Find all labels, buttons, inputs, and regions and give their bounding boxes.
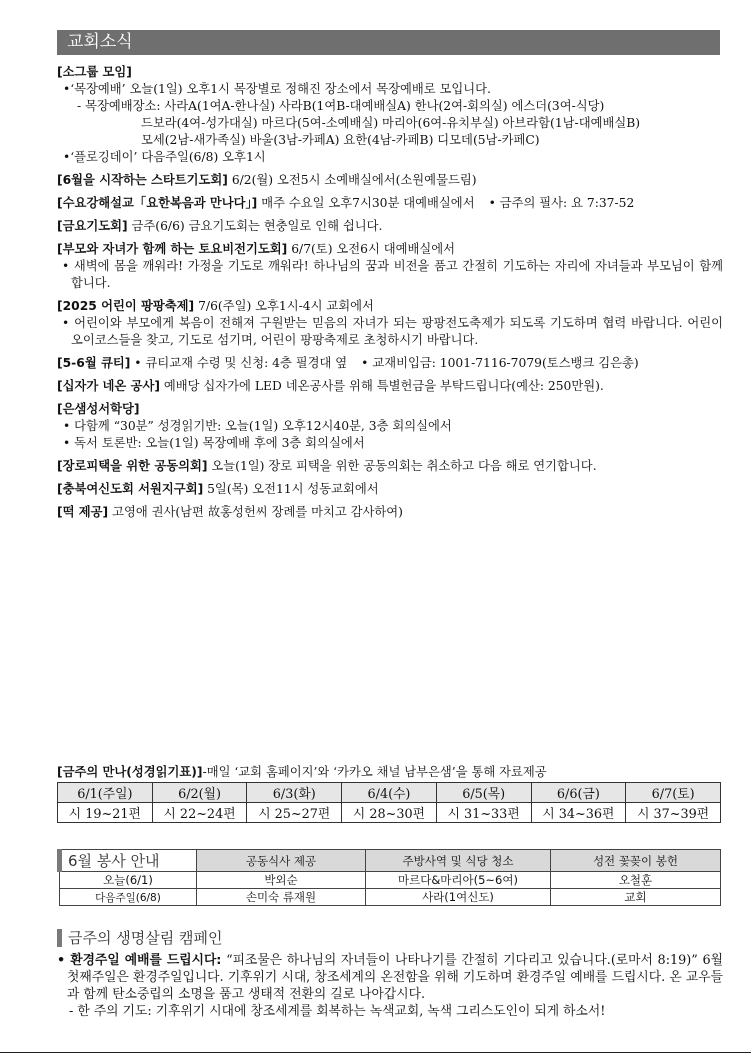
- campaign-section: [57, 929, 723, 1020]
- news-text: 오늘(1일) 장로 피택을 위한 공동의회는 취소하고 다음 해로 연기합니다.: [207, 459, 597, 473]
- reading-day: 6/7(토): [626, 783, 721, 803]
- service-title: 6월 봉사 안내: [60, 850, 197, 872]
- service-header-row: [60, 850, 721, 872]
- news-text: 6/7(토) 오전6시 대예배실에서: [287, 242, 456, 256]
- reading-day: 6/6(금): [531, 783, 626, 803]
- news-line: • 다함께 “30분” 성경읽기반: 오늘(1일) 오후12시40분, 3층 회의실에서: [63, 419, 452, 433]
- news-heading: [2025 어린이 팡팡축제]: [57, 299, 195, 313]
- news-extra: • 금주의 필사: 요 7:37-52: [488, 196, 635, 210]
- news-line: 드보라(4여-성가대실) 마르다(5여-소예배실) 마리아(6여-유치부실) 아브라함(1남-대예배실B): [141, 116, 641, 130]
- service-table: [57, 849, 721, 906]
- reading-table: [57, 782, 721, 823]
- service-cell: 박외순: [197, 872, 366, 889]
- news-friday: [57, 218, 723, 235]
- news-rice-cake: [57, 504, 723, 521]
- news-line: 모세(2남-새가족실) 바울(3남-카페A) 요한(4남-카페B) 디모데(5남-카페C): [141, 133, 540, 147]
- news-saturday: [57, 241, 723, 292]
- reading-chapter: 시 19~21편: [58, 803, 153, 823]
- service-column: 주방사역 및 식당 청소: [366, 850, 551, 872]
- news-text: 5일(목) 오전11시 성동교회에서: [203, 482, 379, 496]
- section-title: 교회소식: [67, 32, 133, 52]
- reading-chapter: 시 22~24편: [152, 803, 247, 823]
- reading-chapter: 시 28~30편: [342, 803, 437, 823]
- campaign-title: 금주의 생명살림 캠페인: [57, 929, 723, 947]
- news-heading: [6월을 시작하는 스타트기도회]: [57, 173, 228, 187]
- news-heading: [충북여신도회 서원지구회]: [57, 482, 204, 496]
- news-kids-festival: [57, 298, 723, 349]
- news-elder-meeting: [57, 458, 723, 475]
- service-cell: 마르다&마리아(5~6여): [366, 872, 551, 889]
- service-row: [60, 872, 721, 889]
- reading-heading: [금주의 만나(성경읽기표)]: [57, 765, 203, 779]
- campaign-heading: • 환경주일 예배를 드립시다:: [57, 953, 222, 968]
- news-heading: [부모와 자녀가 함께 하는 토요비전기도회]: [57, 242, 288, 256]
- news-heading: [떡 제공]: [57, 505, 109, 519]
- news-heading: [금요기도회]: [57, 219, 128, 233]
- reading-day: 6/4(수): [342, 783, 437, 803]
- service-cell: 사라(1여신도): [366, 889, 551, 906]
- news-text: 예배당 십자가에 LED 네온공사를 위해 특별헌금을 부탁드립니다(예산: 250만원).: [159, 379, 604, 393]
- news-text: • 교재비입금: 1001-7116-7079(토스뱅크 김은총): [361, 356, 639, 370]
- news-body: • 새벽에 몸을 깨워라! 가정을 기도로 깨워라! 하나님의 꿈과 비전을 품고 간절히 기도하는 자리에 자녀들과 부모님이 함께 합니다.: [62, 259, 723, 290]
- news-text: 6/2(월) 오전5시 소예배실에서(소원예물드림): [227, 173, 477, 187]
- news-heading: [5-6월 큐티]: [57, 356, 131, 370]
- service-row: [60, 889, 721, 906]
- reading-days-row: [58, 783, 721, 803]
- news-line: •‘플로깅데이’ 다음주일(6/8) 오후1시: [63, 150, 266, 164]
- campaign-prayer: - 한 주의 기도: 기후위기 시대에 창조세계를 회복하는 녹색교회, 녹색 그리스도인이 되게 하소서!: [69, 1004, 606, 1019]
- section-header: [57, 30, 720, 55]
- news-text: 7/6(주일) 오후1시-4시 교회에서: [194, 299, 374, 313]
- reading-day: 6/5(목): [436, 783, 531, 803]
- news-line: • 독서 토론반: 오늘(1일) 목장예배 후에 3층 회의실에서: [63, 436, 365, 450]
- news-dawn-prayer: [57, 172, 723, 189]
- service-row-label: 다음주일(6/8): [60, 889, 197, 906]
- news-women: [57, 481, 723, 498]
- campaign-text: “피조물은 하나님의 자녀들이 나타나기를 간절히 기다리고 있습니다.(로마서 8:19)” 6월 첫째주일은 환경주일입니다. 기후위기 시대, 창조세계의 온전함을 위해 기도하며 환경주일 예배를 드립시다. 온 교우들과 함께 탄소중립의 소명을 품고 생태적 전환의 길로 나아갑시다.: [67, 953, 723, 1002]
- reading-chapter: 시 37~39편: [626, 803, 721, 823]
- reading-plan: [57, 764, 723, 823]
- campaign-body: [57, 952, 723, 1003]
- reading-chapters-row: [58, 803, 721, 823]
- news-heading: [장로피택을 위한 공동의회]: [57, 459, 208, 473]
- service-cell: 오철훈: [551, 872, 721, 889]
- news-line: - 목장예배장소: 사라A(1여A-한나실) 사라B(1여B-대예배실A) 한나(2여-회의실) 에스더(3여-식당): [77, 99, 605, 113]
- service-row-label: 오늘(6/1): [60, 872, 197, 889]
- reading-chapter: 시 34~36편: [531, 803, 626, 823]
- service-cell: 교회: [551, 889, 721, 906]
- news-text: 금주(6/6) 금요기도회는 현충일로 인해 쉽니다.: [127, 219, 383, 233]
- news-text: 고영애 권사(남편 故홍성헌씨 장례를 마치고 감사하여): [108, 505, 403, 519]
- news-heading: [소그룹 모임]: [57, 65, 132, 79]
- news-cross: [57, 378, 723, 395]
- news-text: • 큐티교재 수령 및 신청: 4층 필경대 옆: [130, 356, 348, 370]
- reading-day: 6/2(월): [152, 783, 247, 803]
- news-small-group: [57, 64, 723, 166]
- service-cell: 손미숙 류재원: [197, 889, 366, 906]
- service-column: 공동식사 제공: [197, 850, 366, 872]
- news-grace-school: [57, 401, 723, 452]
- news-body: • 어린이와 부모에게 복음이 전해져 구원받는 믿음의 자녀가 되는 팡팡전도축제가 되도록 기도하며 협력 바랍니다. 어린이 오이코스들을 찾고, 기도로 섬기며, 어린이 팡팡축제로 초청하시기 바랍니다.: [62, 316, 723, 347]
- reading-day: 6/1(주일): [58, 783, 153, 803]
- news-qt: [57, 355, 723, 372]
- news-wednesday: [57, 195, 723, 212]
- news-list: [57, 64, 723, 527]
- reading-chapter: 시 25~27편: [247, 803, 342, 823]
- news-heading: [수요강해설교「요한복음과 만나다」]: [57, 196, 258, 210]
- reading-text: -매일 ‘교회 홈페이지’와 ‘카카오 채널 남부은샘’을 통해 자료제공: [202, 765, 547, 779]
- reading-chapter: 시 31~33편: [436, 803, 531, 823]
- bottom-divider: [0, 1052, 751, 1053]
- service-column: 성전 꽃꽂이 봉헌: [551, 850, 721, 872]
- news-heading: [십자가 네온 공사]: [57, 379, 160, 393]
- news-heading: [은샘성서학당]: [57, 402, 140, 416]
- reading-day: 6/3(화): [247, 783, 342, 803]
- news-line: •‘목장예배’ 오늘(1일) 오후1시 목장별로 정해진 장소에서 목장예배로 모입니다.: [63, 82, 491, 96]
- news-text: 매주 수요일 오후7시30분 대예배실에서: [257, 196, 475, 210]
